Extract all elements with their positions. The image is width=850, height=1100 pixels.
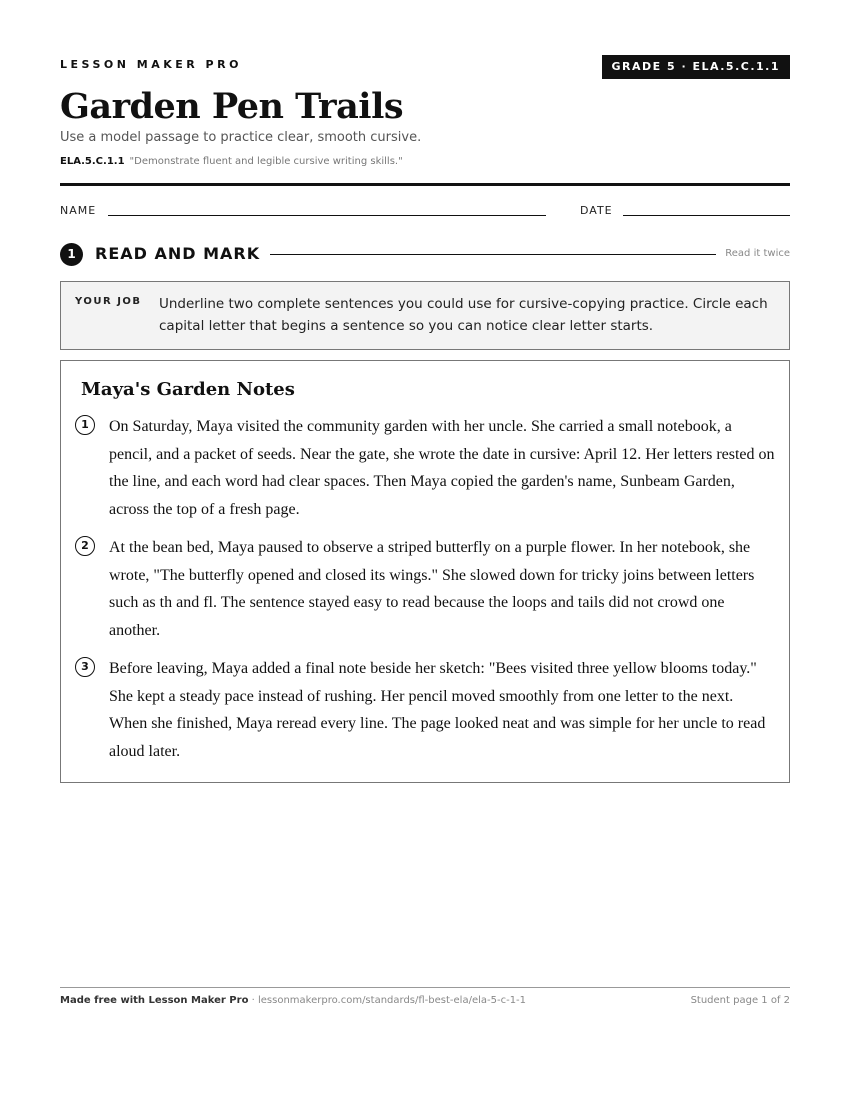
paragraph-number-badge: 2 [75, 536, 95, 556]
passage-title: Maya's Garden Notes [81, 379, 295, 400]
worksheet-page [60, 0, 790, 1100]
page-title: Garden Pen Trails [60, 86, 404, 127]
standard-text: "Demonstrate fluent and legible cursive writing skills." [129, 156, 403, 167]
paragraph-number-badge: 1 [75, 415, 95, 435]
paragraph-text: At the bean bed, Maya paused to observe a striped butterfly on a purple flower. In her notebook, she wrote, "The butterfly opened and closed its wings." She slowed down for tricky joins between letters such as th and fl. The sentence stayed easy to read because the loops and tails did not crowd one another. [109, 539, 755, 639]
header-divider [60, 183, 790, 186]
date-field-line[interactable] [623, 215, 790, 216]
section-title: READ AND MARK [95, 244, 261, 263]
job-instructions: Underline two complete sentences you could use for cursive-copying practice. Circle each capital letter that begins a sentence so you can notice clear letter starts. [159, 296, 768, 334]
page-subtitle: Use a model passage to practice clear, smooth cursive. [60, 130, 422, 145]
standard-line [60, 156, 403, 167]
date-label: DATE [580, 204, 613, 217]
paragraph-text: Before leaving, Maya added a final note beside her sketch: "Bees visited three yellow blooms today." She kept a steady pace instead of rushing. Her pencil moved smoothly from one letter to the next. When she finished, Maya reread every line. The page looked neat and was simple for her uncle to read aloud later. [109, 660, 766, 760]
passage-box [60, 360, 790, 783]
job-label: YOUR JOB [75, 296, 142, 307]
section-note: Read it twice [725, 248, 790, 259]
paragraph-text: On Saturday, Maya visited the community garden with her uncle. She carried a small notebook, a pencil, and a packet of seeds. Near the gate, she wrote the date in cursive: April 12. Her letters rested on the line, and each word had clear spaces. Then Maya copied the garden's name, Sunbeam Garden, across the top of a fresh page. [109, 418, 775, 518]
footer-credit [60, 995, 526, 1006]
footer-divider [60, 987, 790, 988]
standard-code: ELA.5.C.1.1 [60, 156, 125, 167]
brand-name: LESSON MAKER PRO [60, 58, 242, 71]
paragraph-number-badge: 3 [75, 657, 95, 677]
grade-badge: GRADE 5 · ELA.5.C.1.1 [602, 55, 790, 79]
job-box [60, 281, 790, 350]
section-number-badge: 1 [60, 243, 83, 266]
footer-page-label: Student page 1 of 2 [690, 995, 790, 1006]
footer-url[interactable]: · lessonmakerpro.com/standards/fl-best-ela/ela-5-c-1-1 [248, 995, 527, 1006]
name-label: NAME [60, 204, 97, 217]
footer-made-with: Made free with Lesson Maker Pro [60, 995, 249, 1006]
section-divider [270, 254, 716, 255]
name-field-line[interactable] [108, 215, 546, 216]
